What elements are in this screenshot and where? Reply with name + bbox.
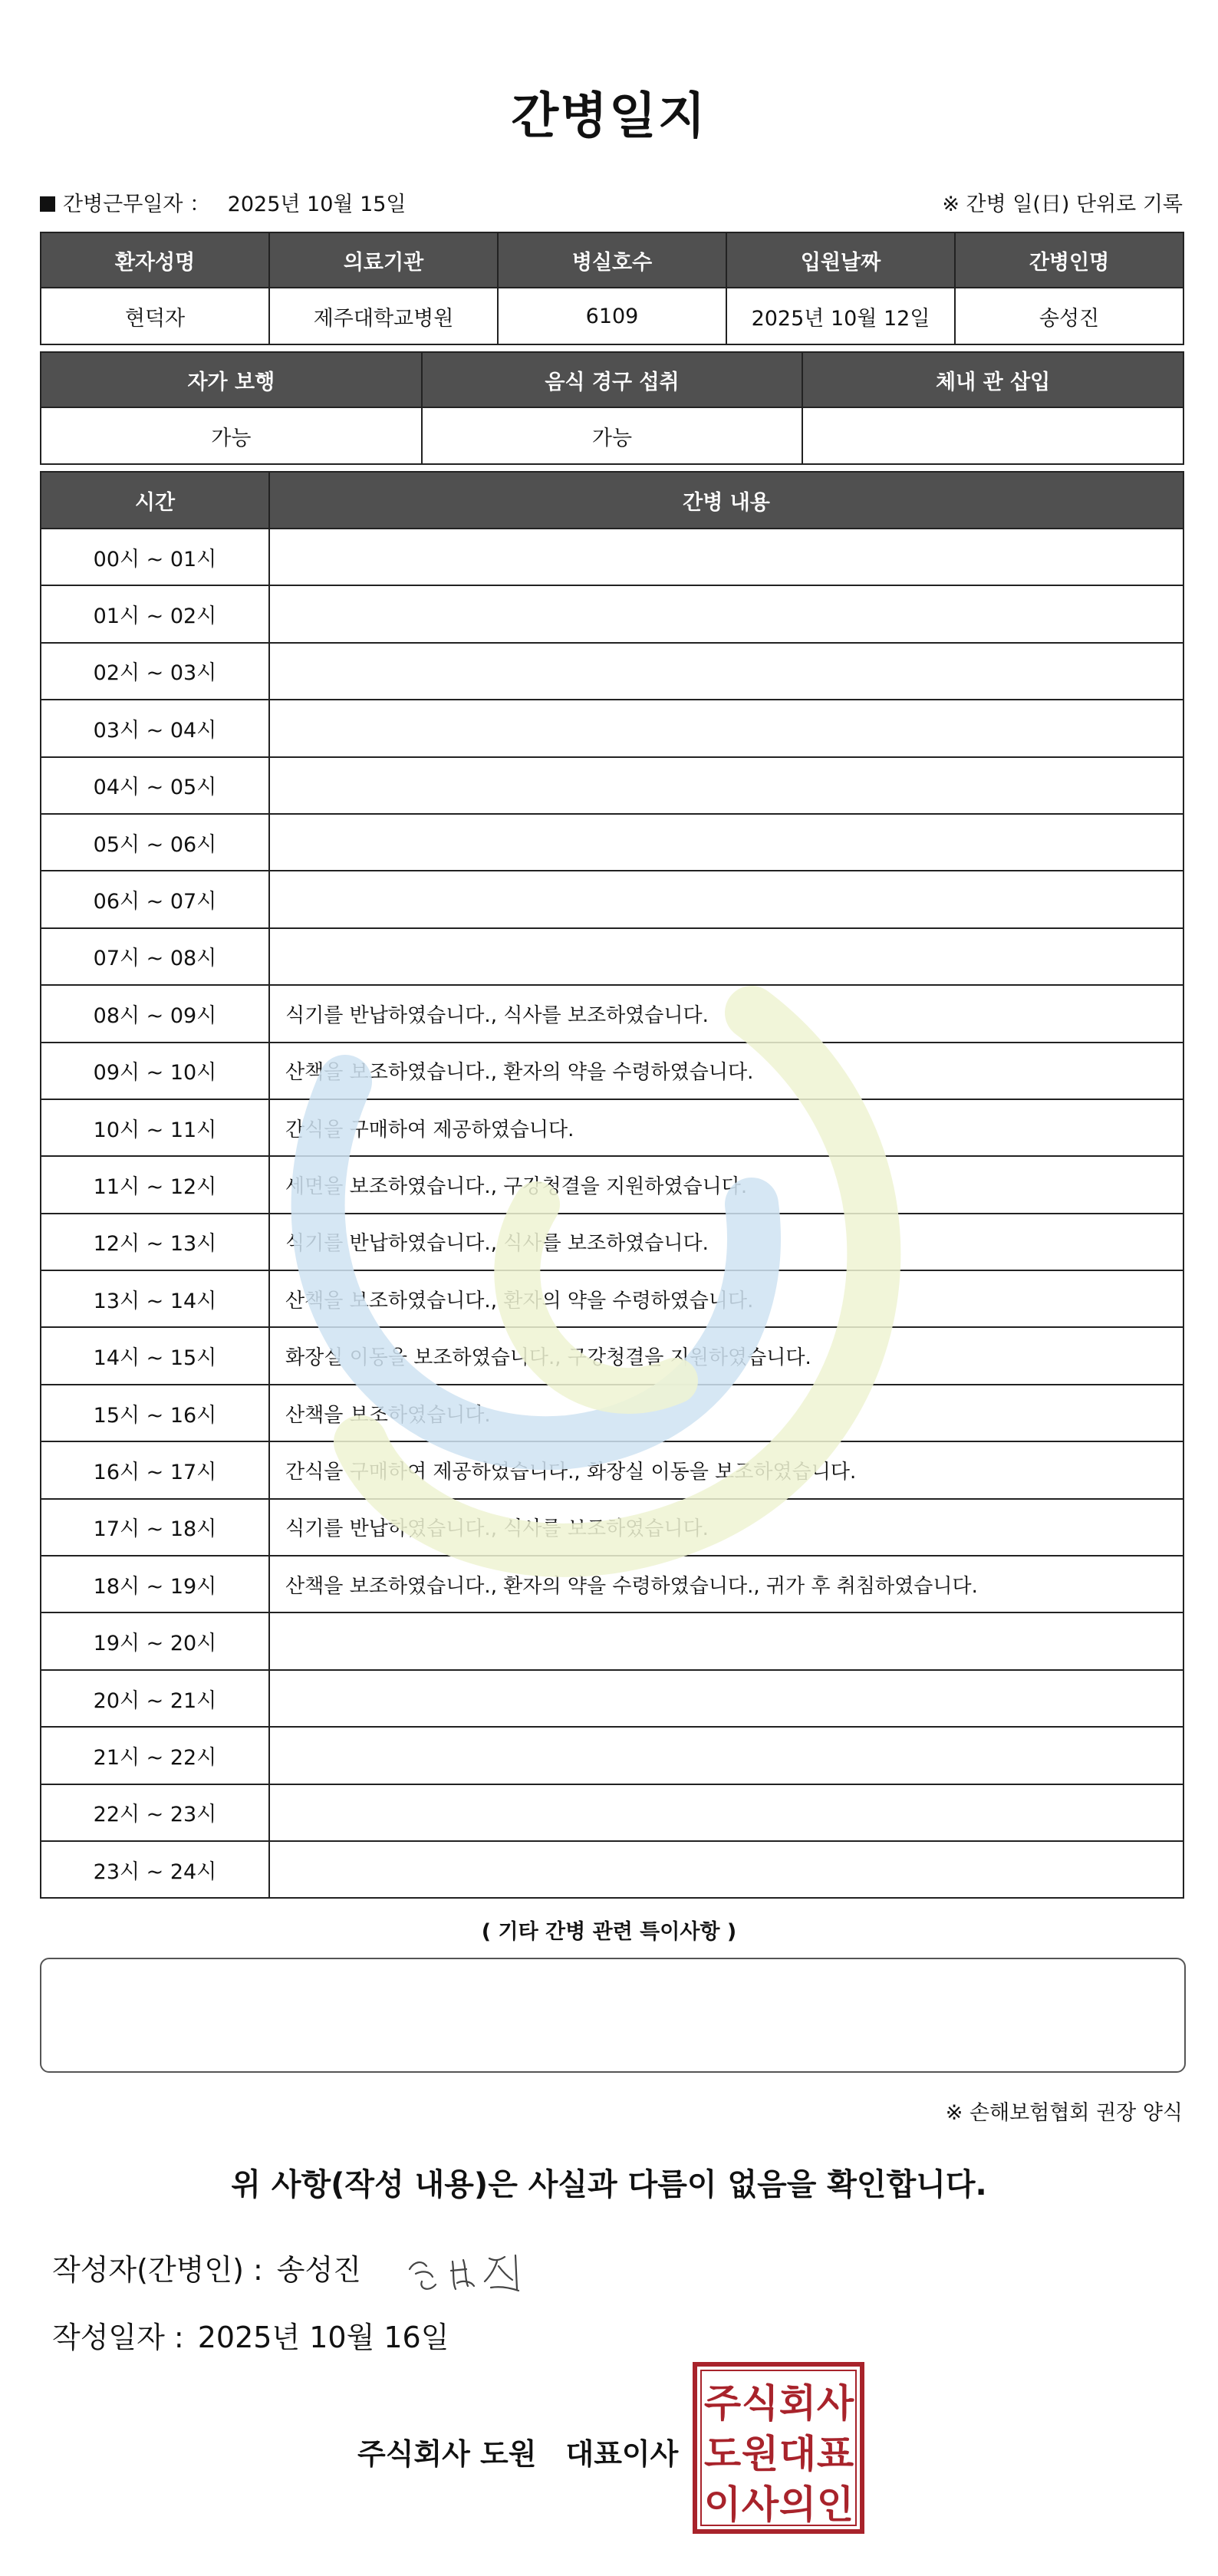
work-date-label: 간병근무일자 ：: [63, 193, 211, 216]
special-notes-box: [40, 1958, 1186, 2073]
log-content: [269, 700, 1183, 756]
special-notes-title: ( 기타 간병 관련 특이사항 ): [481, 1920, 737, 1944]
log-time: 12시 ~ 13시: [41, 1214, 269, 1270]
seal-char: 표: [816, 2432, 854, 2476]
seal-char: 의: [779, 2482, 817, 2527]
oral-intake: 가능: [422, 407, 803, 464]
representative-title: 대표이사: [565, 2437, 679, 2471]
company-line: [357, 2430, 678, 2472]
log-time: 06시 ~ 07시: [41, 871, 269, 927]
square-bullet-icon: [40, 196, 55, 212]
log-content: [269, 529, 1183, 585]
caregiver-name: 송성진: [955, 288, 1183, 344]
handwritten-signature: [399, 2238, 537, 2300]
table-row: [41, 1499, 1183, 1556]
log-time: 02시 ~ 03시: [41, 643, 269, 700]
log-time: 15시 ~ 16시: [41, 1385, 269, 1441]
table-row: [41, 1214, 1183, 1270]
company-name: 주식회사 도원: [357, 2437, 537, 2471]
writer-name: 송성진: [276, 2253, 361, 2287]
log-content: [269, 1841, 1183, 1898]
log-content: 산책을 보조하였습니다.: [269, 1385, 1183, 1441]
table-row: [41, 814, 1183, 871]
log-time: 19시 ~ 20시: [41, 1612, 269, 1669]
room-number: 6109: [498, 288, 726, 344]
seal-char: 회: [779, 2381, 817, 2426]
hospital: 제주대학교병원: [269, 288, 498, 344]
header-patient-name: 환자성명: [41, 232, 269, 288]
log-content: [269, 1727, 1183, 1784]
header-time: 시간: [41, 472, 269, 529]
log-time: 14시 ~ 15시: [41, 1327, 269, 1384]
log-content: 화장실 이동을 보조하였습니다., 구강청결을 지원하였습니다.: [269, 1327, 1183, 1384]
log-content: [269, 1670, 1183, 1727]
care-log-table: [40, 471, 1184, 1899]
table-row: [41, 1727, 1183, 1784]
log-content: 식기를 반납하였습니다., 식사를 보조하였습니다.: [269, 1214, 1183, 1270]
self-walking: 가능: [41, 407, 422, 464]
table-row: [41, 643, 1183, 700]
log-time: 10시 ~ 11시: [41, 1099, 269, 1156]
log-time: 05시 ~ 06시: [41, 814, 269, 871]
table-row: [41, 1612, 1183, 1669]
header-tube-insertion: 체내 관 삽입: [802, 352, 1183, 407]
seal-char: 이: [703, 2482, 742, 2527]
tube-insertion: [802, 407, 1183, 464]
association-note: ※ 손해보험협회 권장 양식: [945, 2101, 1183, 2125]
log-time: 16시 ~ 17시: [41, 1441, 269, 1498]
header-care-content: 간병 내용: [269, 472, 1183, 529]
work-date-value: 2025년 10월 15일: [227, 193, 407, 216]
table-row: [41, 1156, 1183, 1213]
log-content: 세면을 보조하였습니다., 구강청결을 지원하였습니다.: [269, 1156, 1183, 1213]
log-content: [269, 814, 1183, 871]
table-row: [41, 757, 1183, 814]
table-row: [41, 871, 1183, 927]
log-time: 13시 ~ 14시: [41, 1270, 269, 1327]
log-content: [269, 643, 1183, 700]
log-time: 09시 ~ 10시: [41, 1043, 269, 1099]
table-row: [41, 1670, 1183, 1727]
log-time: 23시 ~ 24시: [41, 1841, 269, 1898]
log-time: 20시 ~ 21시: [41, 1670, 269, 1727]
header-admission-date: 입원날짜: [726, 232, 955, 288]
log-content: 산책을 보조하였습니다., 환자의 약을 수령하였습니다., 귀가 후 취침하였습니다.: [269, 1556, 1183, 1612]
log-content: [269, 1784, 1183, 1841]
seal-char: 주: [703, 2381, 742, 2426]
log-content: [269, 585, 1183, 642]
log-time: 03시 ~ 04시: [41, 700, 269, 756]
seal-char: 인: [816, 2482, 854, 2527]
daily-record-note: ※ 간병 일(日) 단위로 기록: [942, 193, 1183, 216]
log-content: 간식을 구매하여 제공하였습니다., 화장실 이동을 보조하였습니다.: [269, 1441, 1183, 1498]
written-date-value: 2025년 10월 16일: [197, 2321, 449, 2354]
seal-char: 사: [816, 2381, 854, 2426]
table-row: [41, 1556, 1183, 1612]
work-date-line: [40, 187, 407, 217]
log-time: 17시 ~ 18시: [41, 1499, 269, 1556]
log-content: 식기를 반납하였습니다., 식사를 보조하였습니다.: [269, 1499, 1183, 1556]
table-row: [41, 1784, 1183, 1841]
admission-date: 2025년 10월 12일: [726, 288, 955, 344]
seal-char: 사: [741, 2482, 779, 2527]
table-row: [41, 985, 1183, 1042]
table-row: [41, 1441, 1183, 1498]
patient-status-table: [40, 351, 1184, 465]
writer-line: [52, 2246, 361, 2288]
written-date-label: 작성일자 :: [52, 2321, 184, 2354]
log-time: 00시 ~ 01시: [41, 529, 269, 585]
seal-characters: [704, 2381, 854, 2527]
log-time: 01시 ~ 02시: [41, 585, 269, 642]
table-row: [41, 1327, 1183, 1384]
seal-char: 식: [741, 2381, 779, 2426]
table-row: [41, 1841, 1183, 1898]
seal-char: 도: [703, 2432, 742, 2476]
log-time: 04시 ~ 05시: [41, 757, 269, 814]
header-caregiver-name: 간병인명: [955, 232, 1183, 288]
log-content: 산책을 보조하였습니다., 환자의 약을 수령하였습니다.: [269, 1043, 1183, 1099]
header-hospital: 의료기관: [269, 232, 498, 288]
log-content: [269, 757, 1183, 814]
table-row: [41, 700, 1183, 756]
header-oral-intake: 음식 경구 섭취: [422, 352, 803, 407]
writer-label: 작성자(간병인) :: [52, 2253, 263, 2287]
care-log-rows: [41, 529, 1183, 1898]
company-seal: [692, 2361, 865, 2535]
table-row: [41, 585, 1183, 642]
log-content: 식기를 반납하였습니다., 식사를 보조하였습니다.: [269, 985, 1183, 1042]
written-date-line: [52, 2314, 449, 2356]
patient-info-table: [40, 232, 1184, 345]
log-content: 간식을 구매하여 제공하였습니다.: [269, 1099, 1183, 1156]
table-row: [41, 1270, 1183, 1327]
log-time: 11시 ~ 12시: [41, 1156, 269, 1213]
log-content: [269, 928, 1183, 985]
table-row: [41, 529, 1183, 585]
log-time: 07시 ~ 08시: [41, 928, 269, 985]
table-row: [41, 1385, 1183, 1441]
log-time: 18시 ~ 19시: [41, 1556, 269, 1612]
meta-row: [40, 187, 1183, 221]
patient-name: 현덕자: [41, 288, 269, 344]
log-time: 21시 ~ 22시: [41, 1727, 269, 1784]
table-row: [41, 928, 1183, 985]
document-title: 간병일지: [511, 88, 707, 145]
log-content: 산책을 보조하였습니다., 환자의 약을 수령하였습니다.: [269, 1270, 1183, 1327]
log-content: [269, 1612, 1183, 1669]
seal-char: 대: [779, 2432, 817, 2476]
table-row: [41, 1043, 1183, 1099]
seal-char: 원: [741, 2432, 779, 2476]
table-row: [41, 1099, 1183, 1156]
confirmation-statement: 위 사항(작성 내용)은 사실과 다름이 없음을 확인합니다.: [231, 2167, 987, 2202]
header-self-walking: 자가 보행: [41, 352, 422, 407]
log-content: [269, 871, 1183, 927]
log-time: 22시 ~ 23시: [41, 1784, 269, 1841]
log-time: 08시 ~ 09시: [41, 985, 269, 1042]
header-room-number: 병실호수: [498, 232, 726, 288]
